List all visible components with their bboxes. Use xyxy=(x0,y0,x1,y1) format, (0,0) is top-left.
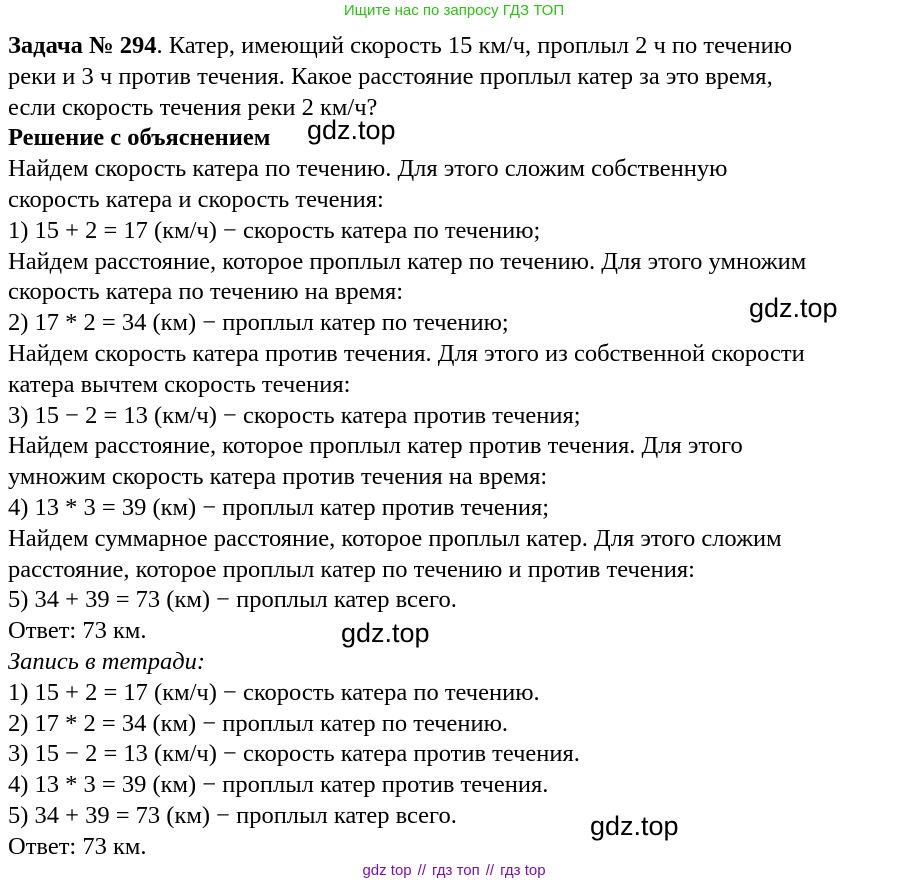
document-body xyxy=(8,31,903,863)
solution-line: 3) 15 − 2 = 13 (км/ч) − скорость катера против течения; xyxy=(8,401,581,429)
footer-links xyxy=(0,862,908,879)
notebook-line: 4) 13 * 3 = 39 (км) − проплыл катер против течения. xyxy=(8,771,549,799)
solution-heading: Решение с объяснением xyxy=(8,124,271,152)
solution-line: умножим скорость катера против течения на время: xyxy=(8,463,548,491)
solution-answer: Ответ: 73 км. xyxy=(8,617,147,645)
solution-line: скорость катера по течению на время: xyxy=(8,278,404,306)
solution-line: 4) 13 * 3 = 39 (км) − проплыл катер против течения; xyxy=(8,493,550,521)
solution-line: Найдем расстояние, которое проплыл катер по течению. Для этого умножим xyxy=(8,247,807,275)
watermark: gdz.top xyxy=(341,618,430,648)
solution-line: скорость катера и скорость течения: xyxy=(8,185,384,213)
problem-text-start: . Катер, имеющий скорость 15 км/ч, проплыл 2 ч по течению xyxy=(156,32,793,59)
problem-title: Задача № 294 xyxy=(8,32,157,59)
problem-line-3: если скорость течения реки 2 км/ч? xyxy=(8,93,378,121)
notebook-line: 1) 15 + 2 = 17 (км/ч) − скорость катера по течению. xyxy=(8,678,540,706)
solution-line: 5) 34 + 39 = 73 (км) − проплыл катер всего. xyxy=(8,586,457,614)
notebook-line: 5) 34 + 39 = 73 (км) − проплыл катер всего. xyxy=(8,801,457,829)
footer-link[interactable]: гдз top xyxy=(500,862,546,879)
watermark: gdz.top xyxy=(749,293,838,323)
footer-link[interactable]: гдз топ xyxy=(432,862,480,879)
solution-line: катера вычтем скорость течения: xyxy=(8,370,351,398)
solution-line: Найдем скорость катера против течения. Для этого из собственной скорости xyxy=(8,339,805,367)
footer-link[interactable]: gdz top xyxy=(362,862,412,879)
solution-line: Найдем суммарное расстояние, которое проплыл катер. Для этого сложим xyxy=(8,524,782,552)
solution-line: расстояние, которое проплыл катер по течению и против течения: xyxy=(8,555,695,583)
footer-separator: // xyxy=(485,862,495,879)
watermark: gdz.top xyxy=(307,115,396,145)
notebook-line: 3) 15 − 2 = 13 (км/ч) − скорость катера против течения. xyxy=(8,740,580,768)
watermark: gdz.top xyxy=(590,811,679,841)
footer-separator: // xyxy=(417,862,426,879)
notebook-answer: Ответ: 73 км. xyxy=(8,832,147,860)
solution-line: Найдем скорость катера по течению. Для этого сложим собственную xyxy=(8,155,728,183)
problem-line-2: реки и 3 ч против течения. Какое расстояние проплыл катер за это время, xyxy=(8,62,773,90)
solution-line: Найдем расстояние, которое проплыл катер против течения. Для этого xyxy=(8,432,743,460)
solution-line: 1) 15 + 2 = 17 (км/ч) − скорость катера по течению; xyxy=(8,216,541,244)
notebook-heading: Запись в тетради: xyxy=(8,647,206,675)
notebook-line: 2) 17 * 2 = 34 (км) − проплыл катер по течению. xyxy=(8,709,509,737)
search-banner: Ищите нас по запросу ГДЗ ТОП xyxy=(343,2,565,19)
problem-line-1 xyxy=(8,31,903,62)
solution-line: 2) 17 * 2 = 34 (км) − проплыл катер по течению; xyxy=(8,309,509,337)
